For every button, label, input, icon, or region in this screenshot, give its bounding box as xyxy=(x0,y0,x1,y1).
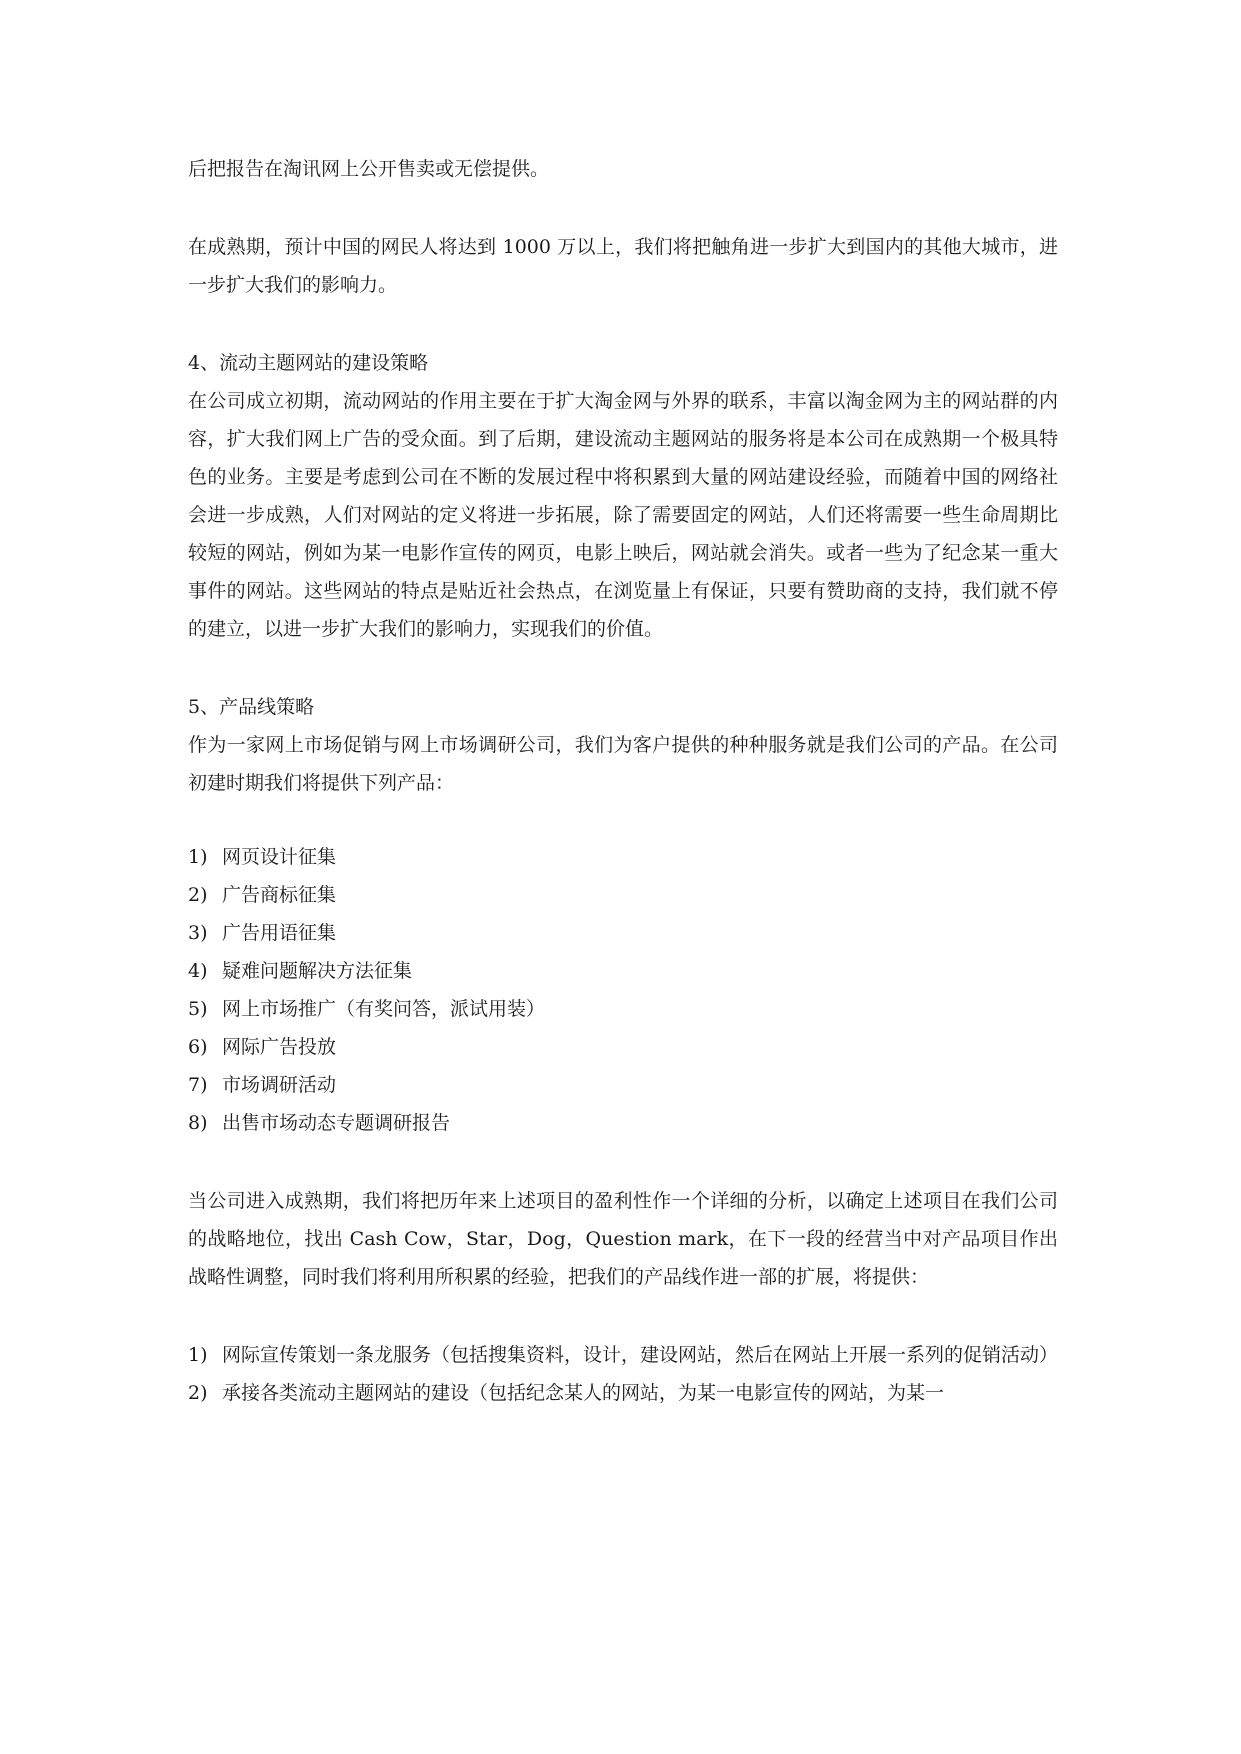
list-text: 网上市场推广（有奖问答，派试用装） xyxy=(222,998,546,1020)
paragraph-report-sale: 后把报告在淘讯网上公开售卖或无偿提供。 xyxy=(188,158,550,180)
section-5-mature-paragraph: 当公司进入成熟期，我们将把历年来上述项目的盈利性作一个详细的分析，以确定上述项目在我们公司的战略地位，找出 Cash Cow，Star，Dog，Question mark，在下一段的经营当中对产品项目作出战略性调整，同时我们将利用所积累的经验，把我们的产品线作进一部的扩展，将提供： xyxy=(188,1190,1058,1288)
list-text: 广告商标征集 xyxy=(222,884,337,906)
initial-product-list xyxy=(188,838,1058,1142)
list-number: 2) xyxy=(188,1382,208,1404)
list-text: 疑难问题解决方法征集 xyxy=(222,960,413,982)
list-number: 4) xyxy=(188,960,208,982)
list-number: 1) xyxy=(188,846,208,868)
list-item xyxy=(188,1028,1058,1066)
list-number: 7) xyxy=(188,1074,208,1096)
list-number: 1) xyxy=(188,1344,208,1366)
section-5-heading: 5、产品线策略 xyxy=(188,696,315,718)
list-number: 8) xyxy=(188,1112,208,1134)
section-5-intro: 作为一家网上市场促销与网上市场调研公司，我们为客户提供的种种服务就是我们公司的产品。在公司初建时期我们将提供下列产品： xyxy=(188,734,1058,794)
list-text: 广告用语征集 xyxy=(222,922,337,944)
extended-product-list xyxy=(188,1336,1058,1412)
list-item xyxy=(188,1104,1058,1142)
list-item xyxy=(188,914,1058,952)
document-page xyxy=(188,150,1058,1412)
section-4-body: 在公司成立初期，流动网站的作用主要在于扩大淘金网与外界的联系，丰富以淘金网为主的网站群的内容，扩大我们网上广告的受众面。到了后期，建设流动主题网站的服务将是本公司在成熟期一个极具特色的业务。主要是考虑到公司在不断的发展过程中将积累到大量的网站建设经验，而随着中国的网络社会进一步成熟，人们对网站的定义将进一步拓展，除了需要固定的网站，人们还将需要一些生命周期比较短的网站，例如为某一电影作宣传的网页，电影上映后，网站就会消失。或者一些为了纪念某一重大事件的网站。这些网站的特点是贴近社会热点，在浏览量上有保证，只要有赞助商的支持，我们就不停的建立，以进一步扩大我们的影响力，实现我们的价值。 xyxy=(188,390,1058,640)
list-item xyxy=(188,838,1058,876)
list-text: 市场调研活动 xyxy=(222,1074,337,1096)
list-number: 6) xyxy=(188,1036,208,1058)
list-number: 5) xyxy=(188,998,208,1020)
list-number: 3) xyxy=(188,922,208,944)
list-item xyxy=(188,876,1058,914)
section-4-heading: 4、流动主题网站的建设策略 xyxy=(188,352,429,374)
list-item xyxy=(188,1374,1058,1412)
list-text: 网页设计征集 xyxy=(222,846,337,868)
list-text: 网际广告投放 xyxy=(222,1036,337,1058)
list-number: 2) xyxy=(188,884,208,906)
list-item xyxy=(188,1336,1058,1374)
paragraph-mature-expansion: 在成熟期，预计中国的网民人将达到 1000 万以上，我们将把触角进一步扩大到国内的其他大城市，进一步扩大我们的影响力。 xyxy=(188,236,1058,296)
list-text: 网际宣传策划一条龙服务（包括搜集资料，设计，建设网站，然后在网站上开展一系列的促销活动） xyxy=(222,1344,1059,1366)
list-text: 承接各类流动主题网站的建设（包括纪念某人的网站，为某一电影宣传的网站，为某一 xyxy=(222,1382,945,1404)
list-item xyxy=(188,990,1058,1028)
list-item xyxy=(188,1066,1058,1104)
list-text: 出售市场动态专题调研报告 xyxy=(222,1112,451,1134)
list-item xyxy=(188,952,1058,990)
